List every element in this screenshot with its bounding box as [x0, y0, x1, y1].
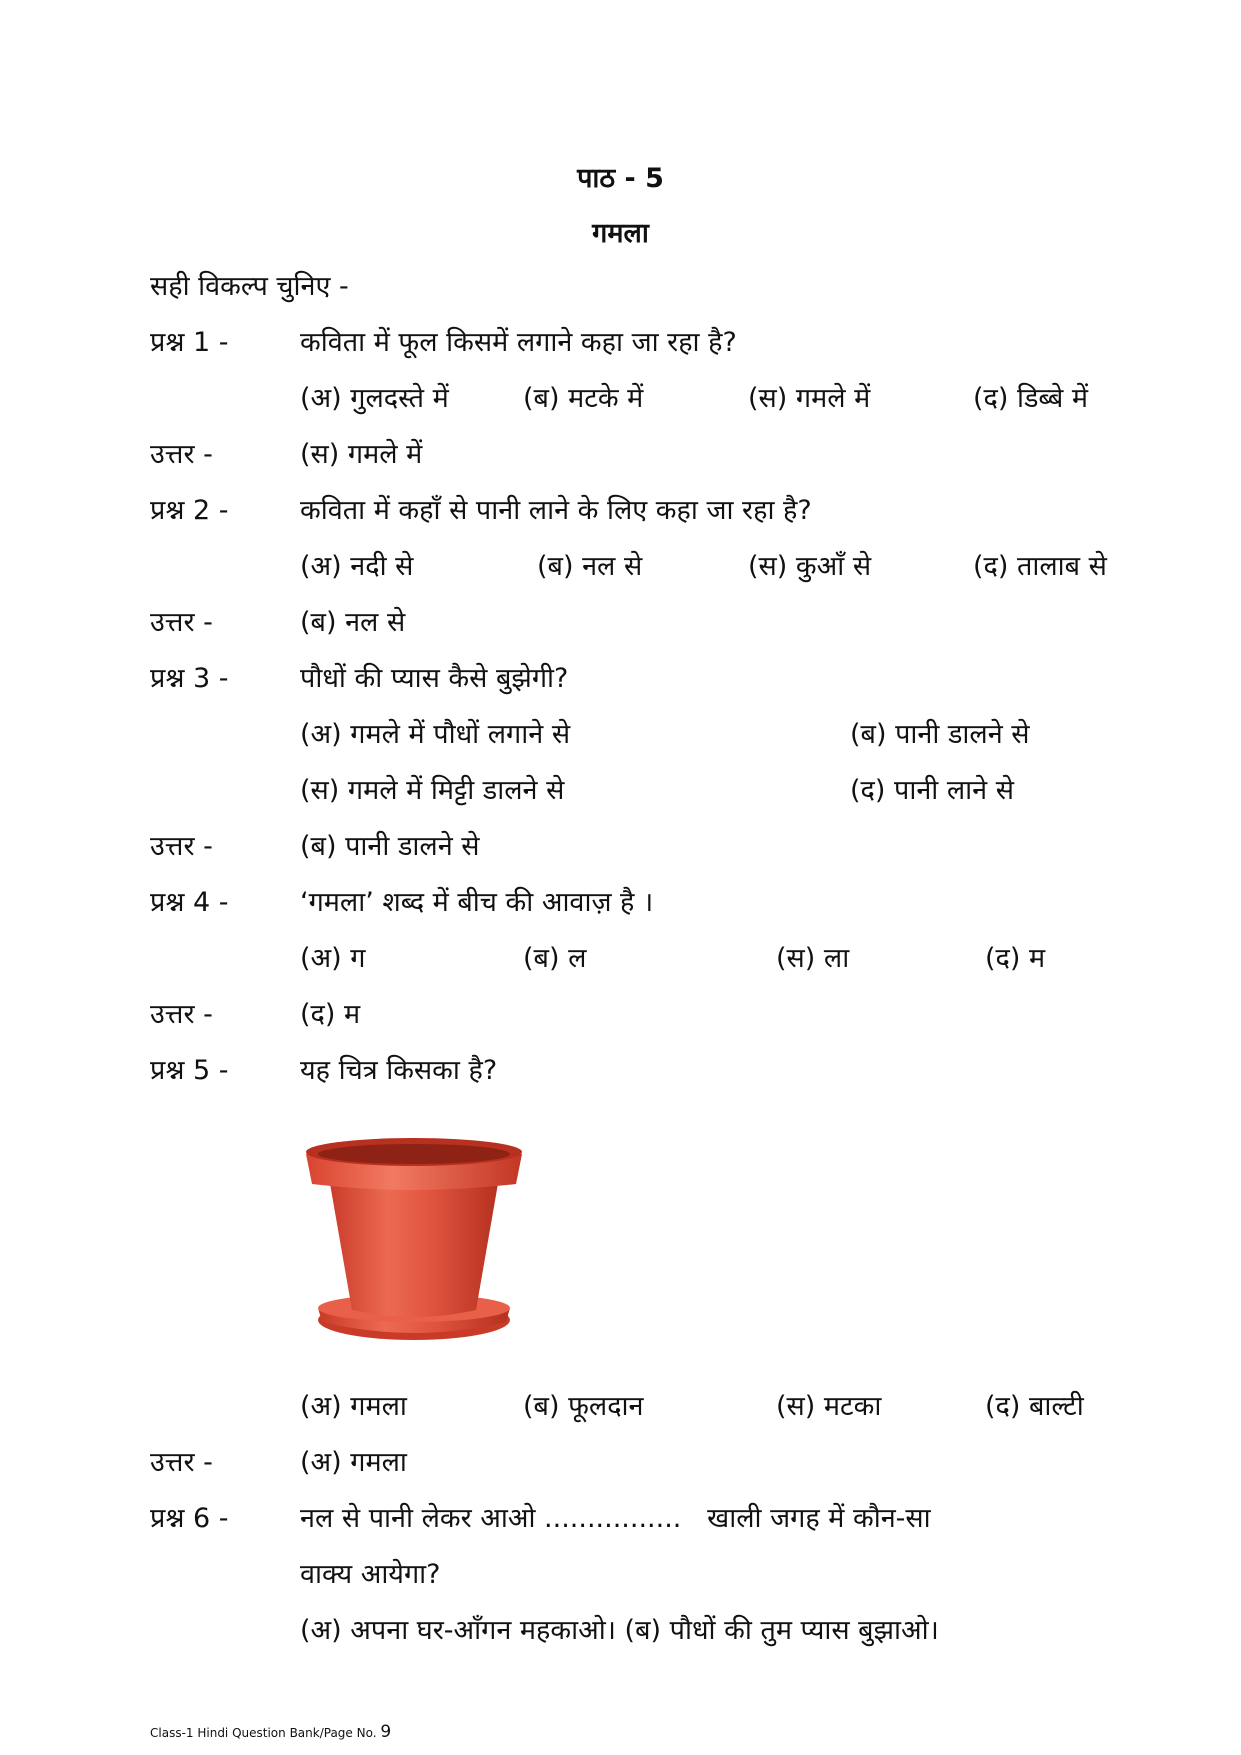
answer-label: उत्तर - — [150, 439, 213, 470]
lesson-title: गमला — [592, 218, 649, 249]
lesson-number: पाठ - 5 — [577, 163, 664, 194]
question-text: नल से पानी लेकर आओ ................ खाली जगह में कौन-सा — [300, 1503, 931, 1534]
question-text: ‘गमला’ शब्द में बीच की आवाज़ है । — [300, 887, 654, 918]
answer-label: उत्तर - — [150, 607, 213, 638]
answer-text: (स) गमले में — [300, 439, 423, 470]
option: (स) मटका — [776, 1391, 882, 1422]
option: (अ) गमला — [300, 1391, 407, 1422]
option: (स) ला — [776, 943, 850, 974]
question-text: पौधों की प्यास कैसे बुझेगी? — [300, 663, 569, 694]
question-label: प्रश्न 4 - — [150, 887, 229, 918]
instruction: सही विकल्प चुनिए - — [150, 271, 349, 302]
option: (अ) नदी से — [300, 551, 414, 582]
option: (ब) नल से — [537, 551, 643, 582]
option: (ब) मटके में — [523, 383, 644, 414]
option: (अ) गुलदस्ते में — [300, 383, 449, 414]
option: (द) डिब्बे में — [973, 383, 1089, 414]
option: (स) गमले में — [748, 383, 871, 414]
options-line: (अ) अपना घर-आँगन महकाओ। (ब) पौधों की तुम प्यास बुझाओ। — [300, 1615, 939, 1646]
answer-label: उत्तर - — [150, 831, 213, 862]
question-label: प्रश्न 2 - — [150, 495, 229, 526]
answer-text: (अ) गमला — [300, 1447, 407, 1478]
question-text: कविता में कहाँ से पानी लाने के लिए कहा जा रहा है? — [300, 495, 812, 526]
option: (द) तालाब से — [973, 551, 1107, 582]
page-number: 9 — [380, 1722, 392, 1742]
question-text: कविता में फूल किसमें लगाने कहा जा रहा है? — [300, 327, 737, 358]
page-footer — [150, 1722, 391, 1742]
option: (द) पानी लाने से — [850, 775, 1014, 806]
flower-pot-icon — [298, 1130, 530, 1346]
option: (द) म — [985, 943, 1046, 974]
question-text-continued: वाक्य आयेगा? — [300, 1559, 441, 1590]
option: (स) कुआँ से — [748, 551, 872, 582]
question-label: प्रश्न 1 - — [150, 327, 229, 358]
option: (ब) फूलदान — [523, 1391, 644, 1422]
question-label: प्रश्न 6 - — [150, 1503, 229, 1534]
option: (ब) पानी डालने से — [850, 719, 1030, 750]
answer-text: (द) म — [300, 999, 361, 1030]
answer-text: (ब) पानी डालने से — [300, 831, 480, 862]
question-label: प्रश्न 5 - — [150, 1055, 229, 1086]
option: (अ) ग — [300, 943, 366, 974]
option: (अ) गमले में पौधों लगाने से — [300, 719, 571, 750]
answer-label: उत्तर - — [150, 999, 213, 1030]
option: (द) बाल्टी — [985, 1391, 1084, 1422]
option: (स) गमले में मिट्टी डालने से — [300, 775, 565, 806]
option: (ब) ल — [523, 943, 587, 974]
answer-text: (ब) नल से — [300, 607, 406, 638]
footer-text: Class-1 Hindi Question Bank/Page No. — [150, 1726, 377, 1740]
question-text: यह चित्र किसका है? — [300, 1055, 498, 1086]
question-label: प्रश्न 3 - — [150, 663, 229, 694]
answer-label: उत्तर - — [150, 1447, 213, 1478]
